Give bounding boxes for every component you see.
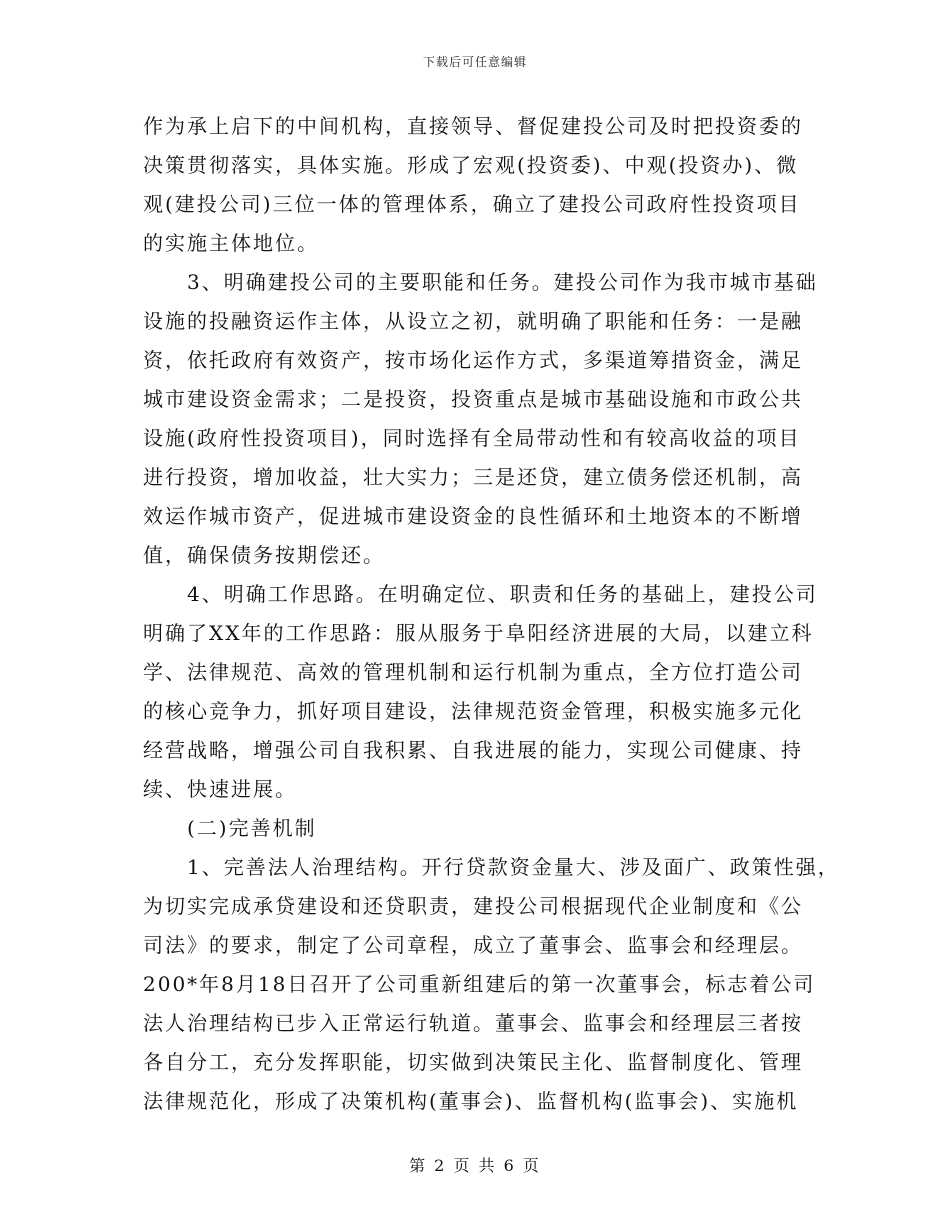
text-line: 明确了XX年的工作思路：服从服务于阜阳经济进展的大局，以建立科 [143, 621, 814, 645]
text-line: 200*年8月18日召开了公司重新组建后的第一次董事会，标志着公司 [143, 972, 816, 996]
text-line: 效运作城市资产，促进城市建设资金的良性循环和土地资本的不断增 [143, 504, 803, 528]
text-line: 设施(政府性投资项目)，同时选择有全局带动性和有较高收益的项目 [143, 426, 801, 450]
document-body [143, 107, 840, 1121]
text-line: 学、法律规范、高效的管理机制和运行机制为重点，全方位打造公司 [143, 660, 803, 684]
text-line: 城市建设资金需求；二是投资，投资重点是城市基础设施和市政公共 [143, 387, 803, 411]
text-line: 法人治理结构已步入正常运行轨道。董事会、监事会和经理层三者按 [143, 1011, 803, 1035]
text-line: 设施的投融资运作主体，从设立之初，就明确了职能和任务：一是融 [143, 309, 803, 333]
text-line: 作为承上启下的中间机构，直接领导、督促建投公司及时把投资委的 [143, 114, 803, 138]
text-line: 的实施主体地位。 [143, 231, 319, 255]
paragraph-start-line: 3、明确建投公司的主要职能和任务。建投公司作为我市城市基础 [187, 270, 818, 294]
paragraph-start-line: 4、明确工作思路。在明确定位、职责和任务的基础上，建投公司 [187, 582, 818, 606]
page-header-note: 下载后可任意编辑 [422, 55, 527, 69]
section-heading: (二)完善机制 [187, 816, 317, 840]
text-line: 观(建投公司)三位一体的管理体系，确立了建投公司政府性投资项目 [143, 192, 801, 216]
text-line: 为切实完成承贷建设和还贷职责，建投公司根据现代企业制度和《公 [143, 894, 803, 918]
text-line: 进行投资，增加收益，壮大实力；三是还贷，建立债务偿还机制，高 [143, 465, 803, 489]
text-line: 值，确保债务按期偿还。 [143, 543, 385, 567]
text-line: 各自分工，充分发挥职能，切实做到决策民主化、监督制度化、管理 [143, 1050, 803, 1074]
paragraph-start-line: 1、完善法人治理结构。开行贷款资金量大、涉及面广、政策性强， [187, 855, 840, 879]
text-line: 司法》的要求，制定了公司章程，成立了董事会、监事会和经理层。 [143, 933, 803, 957]
text-line: 资，依托政府有效资产，按市场化运作方式，多渠道筹措资金，满足 [143, 348, 803, 372]
text-line: 续、快速进展。 [143, 777, 297, 801]
text-line: 法律规范化，形成了决策机构(董事会)、监督机构(监事会)、实施机 [143, 1089, 799, 1113]
page-number-footer: 第 2 页 共 6 页 [409, 1156, 541, 1175]
text-line: 决策贯彻落实，具体实施。形成了宏观(投资委)、中观(投资办)、微 [143, 153, 799, 177]
text-line: 经营战略，增强公司自我积累、自我进展的能力，实现公司健康、持 [143, 738, 803, 762]
text-line: 的核心竞争力，抓好项目建设，法律规范资金管理，积极实施多元化 [143, 699, 803, 723]
